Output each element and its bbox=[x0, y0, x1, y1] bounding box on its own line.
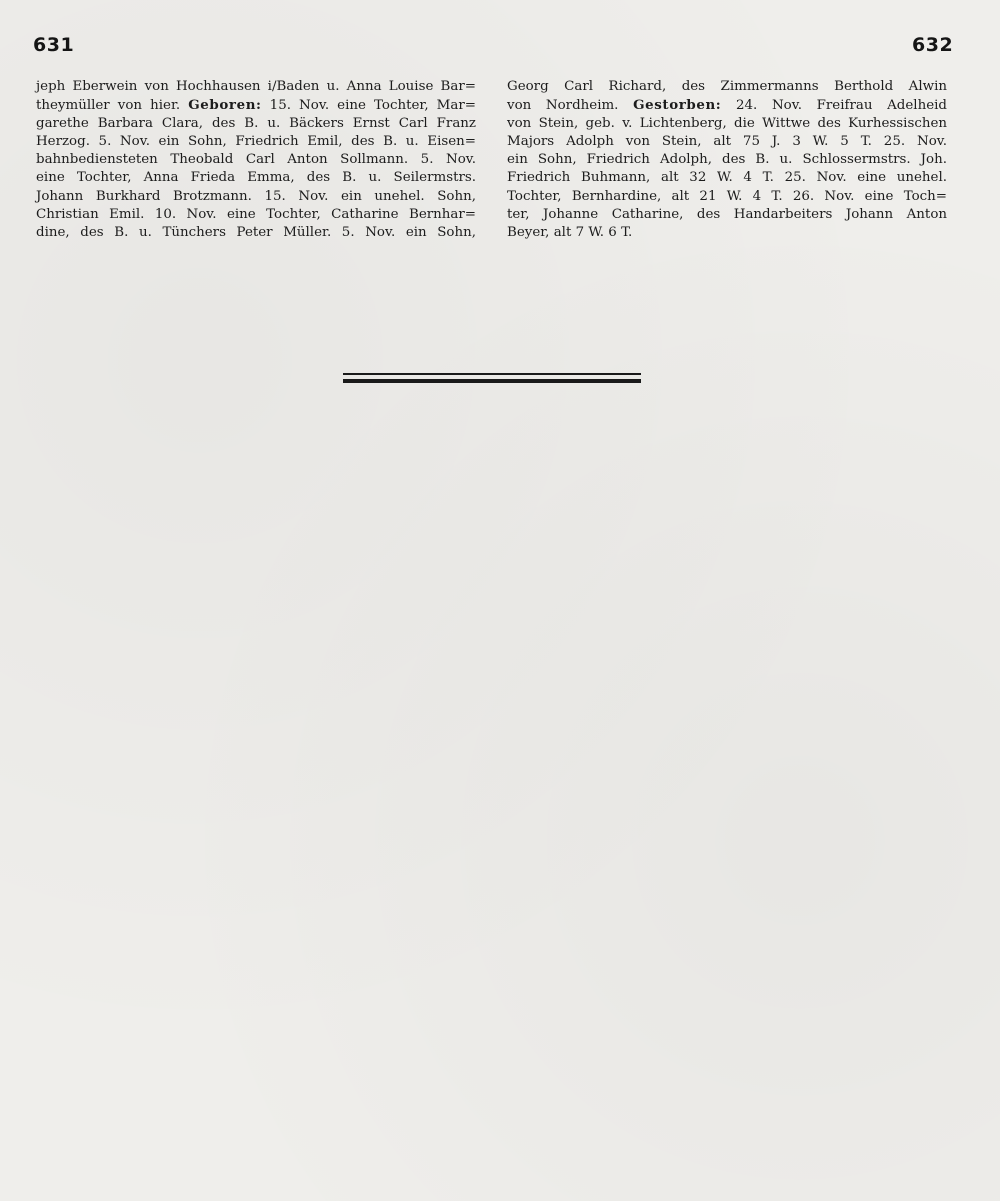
text-line: Beyer, alt 7 W. 6 T. bbox=[507, 224, 633, 240]
section-divider-thick bbox=[343, 379, 641, 383]
right-text-column bbox=[507, 78, 947, 242]
text-line: jeph Eberwein von Hochhausen i/Baden u. Anna Louise Bar= bbox=[36, 79, 476, 94]
section-heading: Gestorben: bbox=[633, 97, 722, 114]
text-line: garethe Barbara Clara, des B. u. Bäckers Ernst Carl Franz bbox=[36, 116, 476, 132]
text-line: Friedrich Buhmann, alt 32 W. 4 T. 25. Nov. eine unehel. bbox=[507, 170, 947, 186]
text-fragment: 15. Nov. eine Tochter, Mar= bbox=[261, 98, 476, 114]
text-line bbox=[36, 96, 476, 115]
text-line: dine, des B. u. Tünchers Peter Müller. 5. Nov. ein Sohn, bbox=[36, 224, 476, 240]
text-line: Herzog. 5. Nov. ein Sohn, Friedrich Emil, des B. u. Eisen= bbox=[36, 134, 476, 150]
text-line: bahnbediensteten Theobald Carl Anton Sollmann. 5. Nov. bbox=[36, 152, 476, 168]
text-line: Johann Burkhard Brotzmann. 15. Nov. ein unehel. Sohn, bbox=[36, 188, 476, 204]
page-number-right: 632 bbox=[912, 34, 954, 56]
text-line: Georg Carl Richard, des Zimmermanns Berthold Alwin bbox=[507, 79, 947, 94]
text-fragment: 24. Nov. Freifrau Adelheid bbox=[721, 98, 947, 114]
text-fragment: theymüller von hier. bbox=[36, 98, 189, 114]
text-line: Tochter, Bernhardine, alt 21 W. 4 T. 26. Nov. eine Toch= bbox=[507, 188, 947, 204]
text-line: ein Sohn, Friedrich Adolph, des B. u. Schlossermstrs. Joh. bbox=[507, 152, 947, 168]
text-line: von Stein, geb. v. Lichtenberg, die Wittwe des Kurhessischen bbox=[507, 116, 947, 132]
text-line bbox=[507, 96, 947, 115]
section-heading: Geboren: bbox=[188, 97, 262, 114]
text-fragment: von Nordheim. bbox=[507, 98, 634, 114]
text-line: ter, Johanne Catharine, des Handarbeiters Johann Anton bbox=[507, 206, 947, 222]
page-number-left: 631 bbox=[33, 34, 75, 56]
section-divider-thin bbox=[343, 373, 641, 375]
text-line: Majors Adolph von Stein, alt 75 J. 3 W. 5 T. 25. Nov. bbox=[507, 134, 947, 150]
text-line: eine Tochter, Anna Frieda Emma, des B. u. Seilermstrs. bbox=[36, 170, 476, 186]
text-line: Christian Emil. 10. Nov. eine Tochter, Catharine Bernhar= bbox=[36, 206, 476, 222]
left-text-column bbox=[36, 78, 476, 242]
